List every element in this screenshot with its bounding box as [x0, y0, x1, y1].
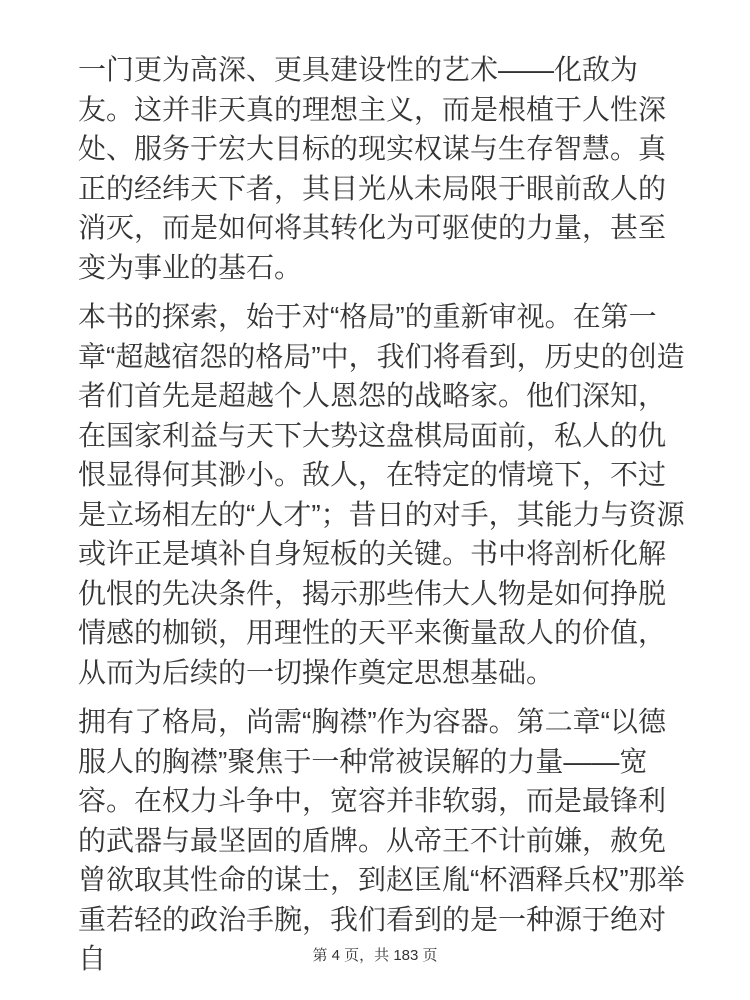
document-body — [78, 50, 690, 979]
body-paragraph: 一门更为高深、更具建设性的艺术——化敌为友。这并非天真的理想主义，而是根植于人性深处、服务于宏大目标的现实权谋与生存智慧。真正的经纬天下者，其目光从未局限于眼前敌人的消灭，而是如何将其转化为可驱使的力量，甚至变为事业的基石。 — [78, 54, 667, 283]
body-paragraph: 拥有了格局，尚需“胸襟”作为容器。第二章“以德服人的胸襟”聚焦于一种常被误解的力量——宽容。在权力斗争中，宽容并非软弱，而是最锋利的武器与最坚固的盾牌。从帝王不计前嫌，赦免曾欲取其性命的谋士，到赵匡胤“杯酒释兵权”那举重若轻的政治手腕，我们看到的是一种源于绝对自 — [78, 706, 685, 974]
page-number-footer: 第 4 页，共 183 页 — [312, 947, 438, 964]
body-paragraph: 本书的探索，始于对“格局”的重新审视。在第一章“超越宿怨的格局”中，我们将看到，历史的创造者们首先是超越个人恩怨的战略家。他们深知，在国家利益与天下大势这盘棋局面前，私人的仇恨显得何其渺小。敌人，在特定的情境下，不过是立场相左的“人才”；昔日的对手，其能力与资源或许正是填补自身短板的关键。书中将剖析化解仇恨的先决条件，揭示那些伟大人物是如何挣脱情感的枷锁，用理性的天平来衡量敌人的价值，从而为后续的一切操作奠定思想基础。 — [78, 301, 685, 688]
